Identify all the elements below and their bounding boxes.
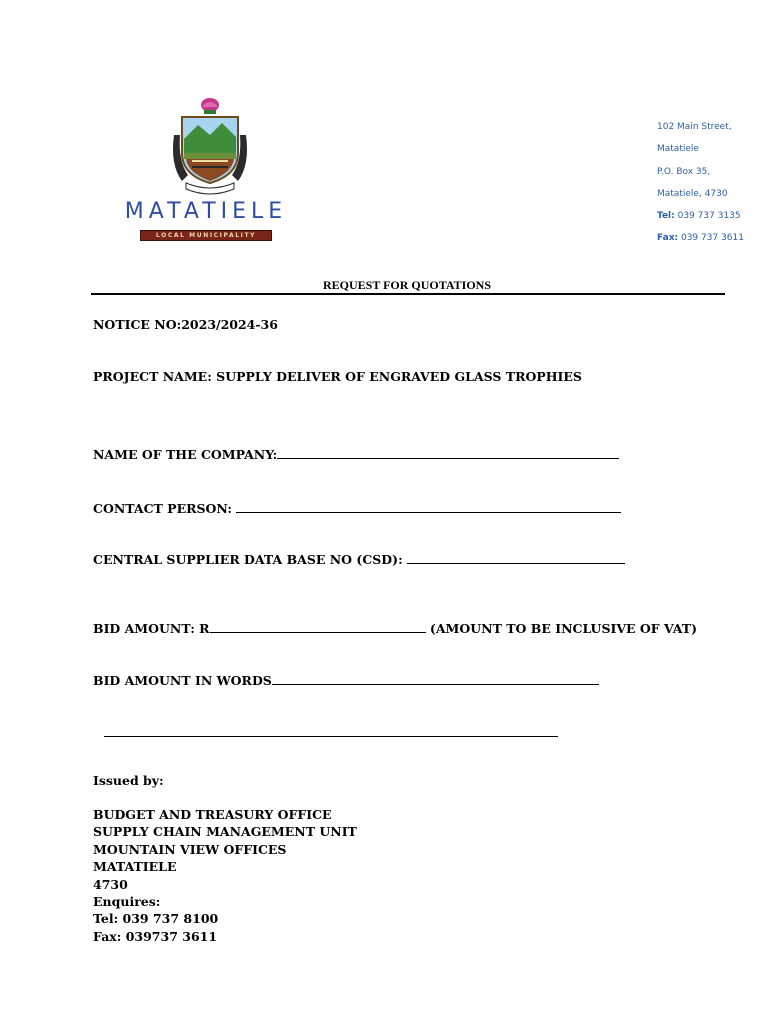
contact-person-blank[interactable] <box>236 500 621 513</box>
address-tel <box>657 211 741 221</box>
address-po-box: P.O. Box 35, <box>657 167 711 177</box>
bid-amount-blank[interactable] <box>210 620 426 633</box>
fax-value: 039 737 3611 <box>680 233 744 243</box>
bid-words-label: BID AMOUNT IN WORDS <box>93 673 272 688</box>
address-town: Matatiele <box>657 144 699 154</box>
enquiries-fax: Fax: 039737 3611 <box>93 929 218 944</box>
document-title: REQUEST FOR QUOTATIONS <box>322 278 492 292</box>
bid-words-blank-continued[interactable] <box>104 736 558 737</box>
company-name-blank[interactable] <box>277 446 619 459</box>
bid-amount-note: (AMOUNT TO BE INCLUSIVE OF VAT) <box>425 621 697 636</box>
title-rule <box>91 293 725 295</box>
address-street: 102 Main Street, <box>657 122 732 132</box>
contact-person-label: CONTACT PERSON: <box>93 501 237 516</box>
contact-person-field[interactable] <box>93 500 621 516</box>
logo-subtitle-banner: LOCAL MUNICIPALITY <box>140 230 272 241</box>
company-name-field[interactable] <box>93 446 619 462</box>
csd-number-field[interactable] <box>93 551 625 567</box>
issued-town: MATATIELE <box>93 859 177 874</box>
issued-by-heading: Issued by: <box>93 773 164 788</box>
issued-office: BUDGET AND TREASURY OFFICE <box>93 807 332 822</box>
fax-label: Fax: <box>657 233 679 243</box>
address-fax <box>657 233 744 243</box>
bid-amount-label: BID AMOUNT: R <box>93 621 210 636</box>
bid-amount-field[interactable] <box>93 620 697 636</box>
issued-building: MOUNTAIN VIEW OFFICES <box>93 842 287 857</box>
tel-label: Tel: <box>657 211 675 221</box>
project-name: PROJECT NAME: SUPPLY DELIVER OF ENGRAVED GLASS TROPHIES <box>93 369 582 384</box>
enquiries-label: Enquires: <box>93 894 161 909</box>
tel-value: 039 737 3135 <box>677 211 741 221</box>
address-postal: Matatiele, 4730 <box>657 189 728 199</box>
issued-postal-code: 4730 <box>93 877 128 892</box>
municipal-crest-logo <box>168 95 252 195</box>
logo-wordmark: MATATIELE <box>124 199 288 224</box>
company-name-label: NAME OF THE COMPANY: <box>93 447 278 462</box>
enquiries-tel: Tel: 039 737 8100 <box>93 911 219 926</box>
bid-words-field[interactable] <box>93 672 599 688</box>
csd-number-label: CENTRAL SUPPLIER DATA BASE NO (CSD): <box>93 552 408 567</box>
bid-words-blank[interactable] <box>272 672 599 685</box>
csd-number-blank[interactable] <box>407 551 625 564</box>
issued-unit: SUPPLY CHAIN MANAGEMENT UNIT <box>93 824 357 839</box>
notice-number: NOTICE NO:2023/2024-36 <box>93 317 278 332</box>
